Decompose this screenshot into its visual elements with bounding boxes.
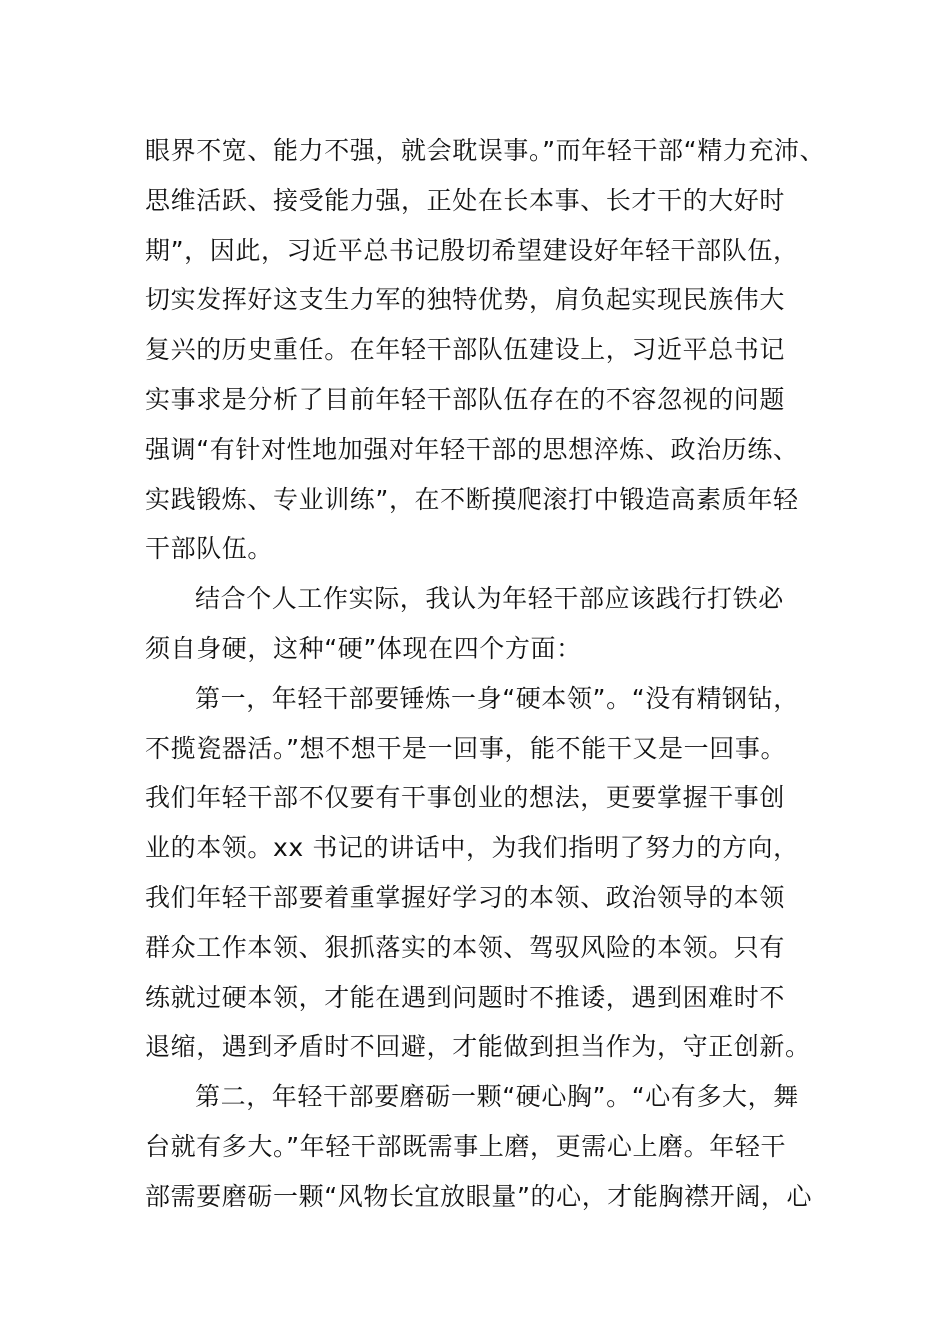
- text-line: 不揽瓷器活。”想不想干是一回事，能不能干又是一回事。: [145, 733, 787, 763]
- text-line: 我们年轻干部不仅要有干事创业的想法，更要掌握干事创: [145, 783, 786, 813]
- text-line: 业的本领。xx 书记的讲话中，为我们指明了努力的方向，: [145, 833, 799, 863]
- text-line: 部需要磨砺一颗“风物长宜放眼量”的心，才能胸襟开阔，心: [145, 1181, 813, 1211]
- text-line: 复兴的历史重任。在年轻干部队伍建设上，习近平总书记: [145, 335, 786, 365]
- text-line: 第二，年轻干部要磨砺一颗“硬心胸”。“心有多大，舞: [195, 1082, 799, 1112]
- text-line: 台就有多大。”年轻干部既需事上磨，更需心上磨。年轻干: [145, 1131, 787, 1161]
- text-line: 第一，年轻干部要锤炼一身“硬本领”。“没有精钢钻，: [195, 683, 799, 713]
- text-line: 实践锻炼、专业训练”，在不断摸爬滚打中锻造高素质年轻: [145, 484, 799, 514]
- text-line: 结合个人工作实际，我认为年轻干部应该践行打铁必: [195, 584, 784, 614]
- text-line: 退缩，遇到矛盾时不回避，才能做到担当作为，守正创新。: [145, 1032, 811, 1062]
- text-line: 须自身硬，这种“硬”体现在四个方面：: [145, 633, 582, 663]
- text-line: 眼界不宽、能力不强，就会耽误事。”而年轻干部“精力充沛、: [145, 136, 826, 165]
- text-line: 实事求是分析了目前年轻干部队伍存在的不容忽视的问题: [145, 384, 786, 414]
- body-text: [145, 126, 826, 1222]
- text-line: 思维活跃、接受能力强，正处在长本事、长才干的大好时: [145, 185, 786, 215]
- text-line: 我们年轻干部要着重掌握好学习的本领、政治领导的本领: [145, 882, 786, 912]
- text-line: 期”，因此，习近平总书记殷切希望建设好年轻干部队伍，: [145, 235, 799, 265]
- text-line: 干部队伍。: [145, 534, 274, 564]
- text-line: 强调“有针对性地加强对年轻干部的思想淬炼、政治历练、: [145, 434, 799, 464]
- text-line: 群众工作本领、狠抓落实的本领、驾驭风险的本领。只有: [145, 932, 786, 962]
- text-line: 切实发挥好这支生力军的独特优势，肩负起实现民族伟大: [145, 285, 786, 315]
- text-line: 练就过硬本领，才能在遇到问题时不推诿，遇到困难时不: [145, 982, 786, 1012]
